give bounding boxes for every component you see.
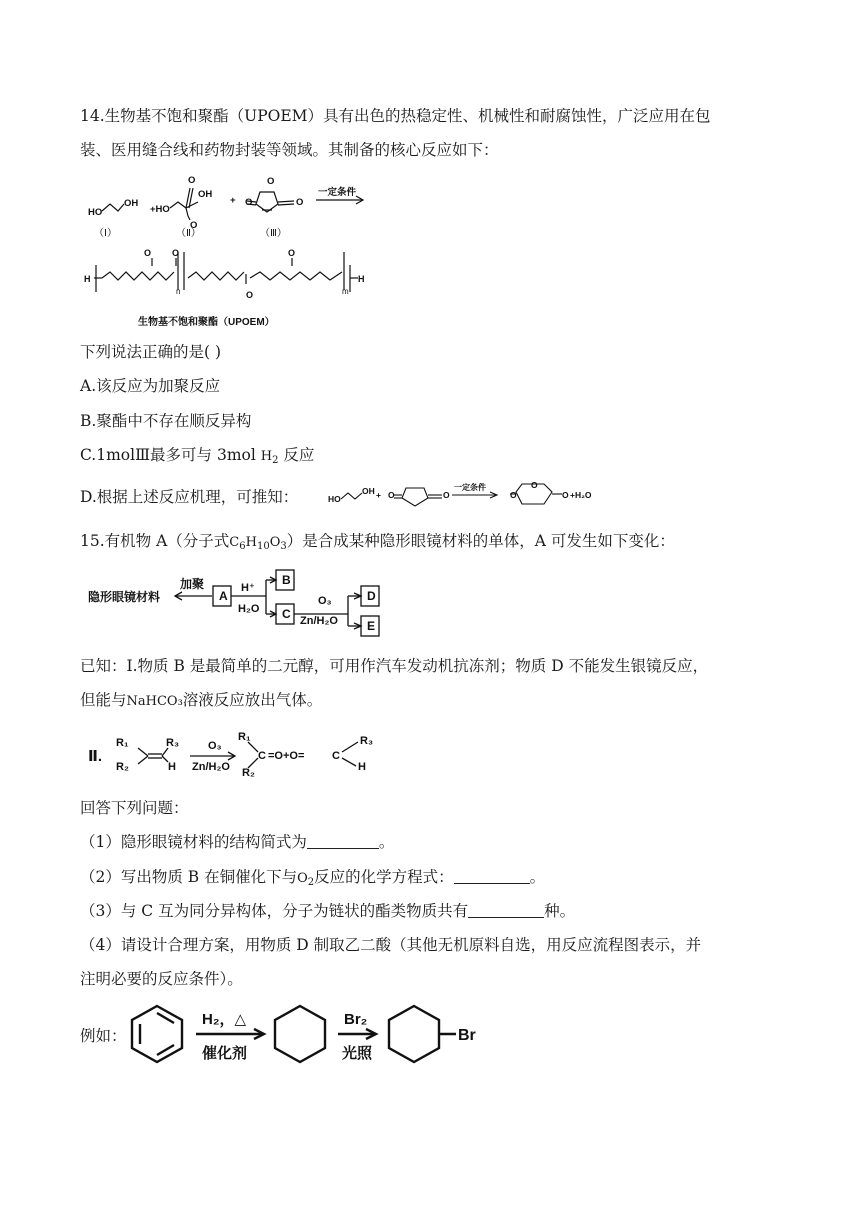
label-III: （Ⅲ）	[260, 228, 287, 239]
flow-B: B	[282, 573, 291, 587]
q15-known-line2: 但能与NaHCO₃溶液反应放出气体。	[80, 691, 323, 709]
svg-text:Br₂: Br₂	[344, 1011, 368, 1028]
flow-A: A	[219, 589, 228, 603]
svg-text:Br: Br	[458, 1027, 476, 1044]
q14-arrow-label: 一定条件	[318, 187, 357, 198]
q15-known-line1: 已知：I.物质 B 是最简单的二元醇，可用作汽车发动机抗冻剂；物质 D 不能发生银镜反应，	[80, 657, 709, 675]
svg-text:O: O	[296, 197, 304, 208]
flow-material: 隐形眼镜材料	[88, 590, 161, 604]
q14-figure-caption: 生物基不饱和聚酯（UPOEM）	[138, 317, 275, 328]
q15-stem: 15.有机物 A（分子式$C_6H_{10}O_3$）是合成某种隐形眼镜材料的单体，A 可发生如下变化：	[80, 532, 675, 552]
sub-m: m	[342, 287, 349, 296]
svg-text:R₁: R₁	[116, 737, 129, 749]
svg-text:O: O	[388, 490, 395, 500]
svg-text:R₂: R₂	[116, 761, 129, 773]
svg-text:H: H	[168, 761, 176, 773]
svg-text:R₃: R₃	[360, 735, 374, 747]
svg-text:催化剂: 催化剂	[202, 1045, 248, 1062]
svg-text:OH: OH	[198, 189, 213, 200]
example-label: 例如：	[80, 1027, 127, 1045]
label-I: （Ⅰ）	[94, 228, 117, 239]
q15-sub2: （2）写出物质 B 在铜催化下与$O_2$反应的化学方程式： 。	[80, 868, 546, 888]
svg-text:OH: OH	[362, 486, 375, 496]
answer-blank-1[interactable]	[307, 834, 379, 849]
q14-option-b: B.聚酯中不存在顺反异构	[80, 412, 252, 430]
label-II: （Ⅱ）	[176, 228, 201, 239]
q15-known-II-scheme	[86, 726, 386, 782]
sub-n: n	[176, 287, 181, 296]
svg-text:O₃: O₃	[208, 740, 222, 752]
q14-stem-line2: 装、医用缝合线和药物封装等领域。其制备的核心反应如下：	[80, 141, 499, 159]
svg-text:O: O	[172, 248, 180, 258]
q14-option-a: A.该反应为加聚反应	[80, 377, 221, 395]
svg-text:Zn/H₂O: Zn/H₂O	[192, 761, 230, 773]
svg-text:O: O	[531, 480, 538, 490]
svg-text:C: C	[258, 750, 266, 762]
q15-sub1: （1）隐形眼镜材料的结构简式为 。	[80, 833, 395, 851]
flow-jiaju: 加聚	[180, 577, 205, 591]
answer-blank-2[interactable]	[454, 869, 530, 884]
q15-answer-intro: 回答下列问题：	[80, 799, 189, 817]
svg-text:O: O	[443, 490, 450, 500]
svg-text:H₂，△: H₂，△	[202, 1011, 247, 1028]
svg-text:O: O	[245, 197, 253, 208]
q15-sub4-line1: （4）请设计合理方案，用物质 D 制取乙二酸（其他无机原料自选，用反应流程图表示，并	[80, 936, 702, 954]
svg-text:光照: 光照	[342, 1045, 373, 1062]
svg-text:=O+O=: =O+O=	[268, 750, 305, 762]
svg-text:R₃: R₃	[166, 737, 180, 749]
svg-text:O: O	[190, 220, 198, 231]
svg-text:Ⅱ.: Ⅱ.	[88, 748, 103, 765]
answer-blank-3[interactable]	[468, 903, 544, 918]
example-scheme	[128, 1000, 498, 1070]
svg-text:O: O	[288, 248, 296, 258]
svg-text:O: O	[144, 248, 152, 258]
svg-text:+HO: +HO	[150, 204, 170, 215]
svg-text:H: H	[84, 274, 91, 284]
svg-text:+: +	[376, 490, 381, 500]
flow-E: E	[367, 619, 376, 633]
flow-O3: O₃	[318, 595, 332, 607]
svg-text:R₂: R₂	[242, 767, 255, 779]
svg-text:O: O	[562, 490, 569, 500]
svg-text:H: H	[358, 274, 365, 284]
svg-text:O: O	[510, 490, 517, 500]
q14-option-d: D.根据上述反应机理，可推知：	[80, 488, 299, 506]
svg-text:OH: OH	[124, 198, 139, 209]
svg-text:HO: HO	[328, 494, 341, 504]
q14-reaction-figure	[80, 170, 380, 330]
flow-C: C	[282, 607, 291, 621]
option-d-water: +H₂O	[570, 490, 592, 500]
flow-Hplus: H⁺	[241, 582, 255, 594]
svg-text:HO: HO	[88, 207, 103, 218]
svg-text:O: O	[267, 176, 275, 187]
q15-sub3: （3）与 C 互为同分异构体，分子为链状的酯类物质共有 种。	[80, 902, 576, 920]
q15-sub4-line2: 注明必要的反应条件）。	[80, 970, 243, 988]
svg-text:H: H	[358, 761, 366, 773]
flow-H2O: H₂O	[238, 603, 260, 615]
flow-Zn: Zn/H₂O	[300, 615, 338, 627]
svg-text:O: O	[188, 175, 196, 186]
q14-option-c: C.1molⅢ最多可与 3mol $H_2$ 反应	[80, 446, 315, 466]
option-d-arrow-label: 一定条件	[454, 483, 486, 492]
svg-text:O: O	[246, 290, 254, 300]
q15-flow-diagram	[86, 566, 396, 642]
svg-text:C: C	[332, 750, 340, 762]
q14-question: 下列说法正确的是( )	[80, 343, 222, 361]
svg-text:R₁: R₁	[238, 731, 251, 743]
svg-text:+: +	[230, 195, 236, 206]
q14-stem-line1: 14.生物基不饱和聚酯（UPOEM）具有出色的热稳定性、机械性和耐腐蚀性，广泛应用在包	[80, 107, 711, 125]
flow-D: D	[367, 589, 376, 603]
q14-option-d-scheme	[326, 478, 626, 512]
